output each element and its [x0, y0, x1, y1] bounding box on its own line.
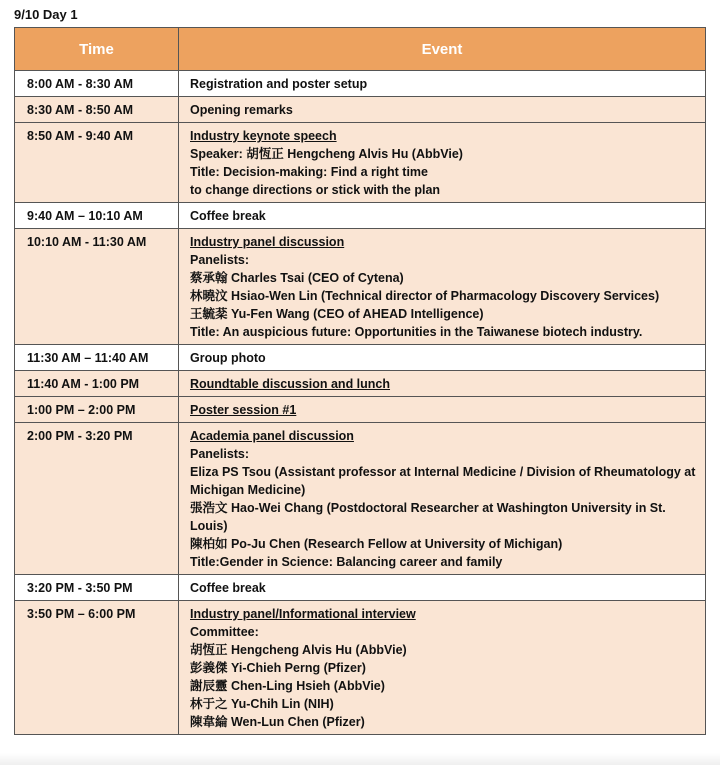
event-line: Coffee break: [190, 209, 266, 223]
table-row: [15, 575, 706, 601]
event-line: Title: An auspicious future: Opportunities in the Taiwanese biotech industry.: [190, 325, 643, 339]
table-row: [15, 123, 706, 203]
schedule-table: [14, 27, 706, 735]
row-event: [179, 203, 706, 229]
row-time: 3:20 PM - 3:50 PM: [15, 575, 179, 601]
row-event: [179, 123, 706, 203]
header-time: Time: [15, 28, 179, 71]
table-row: [15, 345, 706, 371]
row-time: 2:00 PM - 3:20 PM: [15, 423, 179, 575]
row-time: 3:50 PM – 6:00 PM: [15, 601, 179, 735]
event-line: Speaker: 胡恆正 Hengcheng Alvis Hu (AbbVie): [190, 147, 463, 161]
row-time: 9:40 AM – 10:10 AM: [15, 203, 179, 229]
table-row: [15, 423, 706, 575]
event-line: Committee:: [190, 625, 259, 639]
row-time: 10:10 AM - 11:30 AM: [15, 229, 179, 345]
event-line: 張浩文 Hao-Wei Chang (Postdoctoral Researcher at Washington University in St. Louis): [190, 501, 666, 533]
row-event: [179, 601, 706, 735]
row-time: 8:50 AM - 9:40 AM: [15, 123, 179, 203]
event-line: Coffee break: [190, 581, 266, 595]
row-time: 1:00 PM – 2:00 PM: [15, 397, 179, 423]
table-row: [15, 229, 706, 345]
table-row: [15, 397, 706, 423]
event-line: Opening remarks: [190, 103, 293, 117]
event-line: 彭義傑 Yi-Chieh Perng (Pfizer): [190, 661, 366, 675]
event-line: 陳韋綸 Wen-Lun Chen (Pfizer): [190, 715, 365, 729]
event-heading: Industry panel discussion: [190, 235, 345, 249]
row-time: 11:40 AM - 1:00 PM: [15, 371, 179, 397]
event-line: Title: Decision-making: Find a right time: [190, 165, 428, 179]
page-bottom-edge: [0, 753, 720, 765]
table-row: [15, 203, 706, 229]
event-line: Panelists:: [190, 447, 250, 461]
event-heading: Poster session #1: [190, 403, 297, 417]
event-line: 林于之 Yu-Chih Lin (NIH): [190, 697, 334, 711]
row-time: 8:30 AM - 8:50 AM: [15, 97, 179, 123]
day-title: 9/10 Day 1: [14, 7, 78, 22]
event-line: to change directions or stick with the plan: [190, 183, 441, 197]
table-row: [15, 371, 706, 397]
table-row: [15, 97, 706, 123]
event-heading: Roundtable discussion and lunch: [190, 377, 391, 391]
row-event: [179, 97, 706, 123]
table-row: [15, 71, 706, 97]
table-header-row: [15, 28, 706, 71]
row-event: [179, 575, 706, 601]
event-line: Title:Gender in Science: Balancing career and family: [190, 555, 503, 569]
row-event: [179, 345, 706, 371]
event-line: Group photo: [190, 351, 266, 365]
event-line: Panelists:: [190, 253, 250, 267]
table-row: [15, 601, 706, 735]
row-time: 8:00 AM - 8:30 AM: [15, 71, 179, 97]
event-line: 林曉汶 Hsiao-Wen Lin (Technical director of Pharmacology Discovery Services): [190, 289, 660, 303]
event-line: Eliza PS Tsou (Assistant professor at Internal Medicine / Division of Rheumatology at Michigan Medicine): [190, 465, 696, 497]
row-event: [179, 423, 706, 575]
event-heading: Academia panel discussion: [190, 429, 354, 443]
event-line: 王毓棻 Yu-Fen Wang (CEO of AHEAD Intelligence): [190, 307, 484, 321]
event-line: 陳柏如 Po-Ju Chen (Research Fellow at University of Michigan): [190, 537, 563, 551]
event-heading: Industry keynote speech: [190, 129, 337, 143]
event-line: 胡恆正 Hengcheng Alvis Hu (AbbVie): [190, 643, 407, 657]
row-time: 11:30 AM – 11:40 AM: [15, 345, 179, 371]
row-event: [179, 71, 706, 97]
event-line: 蔡承翰 Charles Tsai (CEO of Cytena): [190, 271, 404, 285]
event-line: Registration and poster setup: [190, 77, 368, 91]
row-event: [179, 229, 706, 345]
header-event: Event: [179, 28, 706, 71]
event-heading: Industry panel/Informational interview: [190, 607, 416, 621]
row-event: [179, 397, 706, 423]
event-line: 謝辰靈 Chen-Ling Hsieh (AbbVie): [190, 679, 385, 693]
row-event: [179, 371, 706, 397]
